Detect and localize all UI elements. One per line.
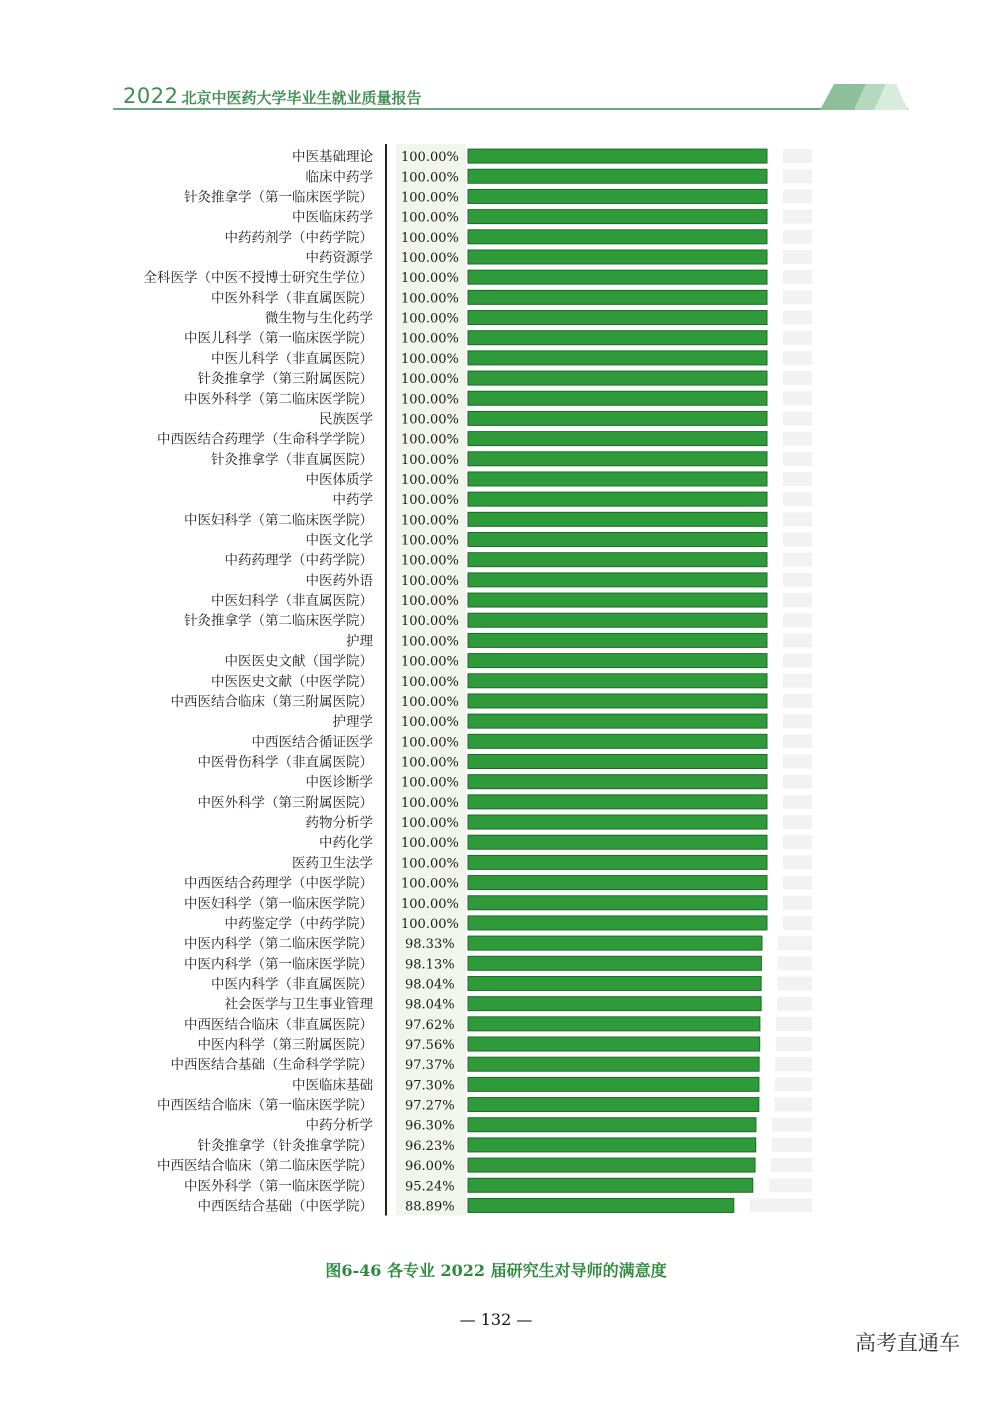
value-label: 98.33% <box>405 937 455 953</box>
bar-remainder-track <box>776 1037 812 1051</box>
bar-remainder-track <box>783 855 812 869</box>
bar <box>468 795 767 809</box>
bar <box>468 553 767 567</box>
bar-remainder-track <box>776 1017 812 1031</box>
bar <box>468 250 767 264</box>
bar <box>468 1138 756 1152</box>
bar <box>468 533 767 547</box>
category-label: 中医外科学（非直属医院） <box>211 290 373 307</box>
category-label: 中医内科学（第三附属医院） <box>197 1037 373 1054</box>
value-label: 100.00% <box>401 715 459 731</box>
bar-remainder-track <box>783 149 812 163</box>
value-label: 98.13% <box>405 957 455 973</box>
value-label: 100.00% <box>401 775 459 791</box>
category-label: 中医内科学（第一临床医学院） <box>184 956 373 973</box>
value-label: 100.00% <box>401 735 459 751</box>
value-label: 100.00% <box>401 836 459 852</box>
bar <box>468 371 767 385</box>
value-label: 100.00% <box>401 634 459 650</box>
bar-remainder-track <box>783 533 812 547</box>
bar-remainder-track <box>783 835 812 849</box>
category-label: 中医医史文献（国学院） <box>224 653 373 670</box>
bar <box>468 916 767 930</box>
value-label: 100.00% <box>401 412 459 428</box>
category-label: 中医外科学（第三附属医院） <box>197 794 373 811</box>
value-label: 97.62% <box>405 1017 455 1033</box>
bar <box>468 1098 759 1112</box>
bar <box>468 210 767 224</box>
bar <box>468 331 767 345</box>
figure-caption: 图6-46 各专业 2022 届研究生对导师的满意度 <box>325 1261 667 1280</box>
category-label: 中医妇科学（第一临床医学院） <box>184 895 373 912</box>
value-label: 100.00% <box>401 513 459 529</box>
bar-remainder-track <box>783 876 812 890</box>
bar <box>468 492 767 506</box>
value-label: 88.89% <box>405 1199 455 1215</box>
value-label: 100.00% <box>401 372 459 388</box>
bar-remainder-track <box>783 189 812 203</box>
value-label: 100.00% <box>401 351 459 367</box>
value-label: 100.00% <box>401 331 459 347</box>
category-label: 中医外科学（第一临床医学院） <box>184 1178 373 1195</box>
category-label: 民族医学 <box>319 411 373 428</box>
bar <box>468 311 767 325</box>
value-label: 100.00% <box>401 654 459 670</box>
category-label: 中西医结合临床（第三附属医院） <box>170 693 373 710</box>
category-label: 中医临床基础 <box>292 1077 373 1094</box>
value-label: 100.00% <box>401 190 459 206</box>
category-label: 中医诊断学 <box>305 774 373 791</box>
bar-remainder-track <box>783 593 812 607</box>
value-label: 100.00% <box>401 150 459 166</box>
value-label: 98.04% <box>405 977 455 993</box>
bar <box>468 775 767 789</box>
category-label: 中医医史文献（中医学院） <box>211 673 373 690</box>
category-label: 社会医学与卫生事业管理 <box>224 996 373 1013</box>
bar <box>468 270 767 284</box>
bar-remainder-track <box>783 331 812 345</box>
bar-remainder-track <box>750 1198 812 1212</box>
value-label: 100.00% <box>401 694 459 710</box>
bar <box>468 593 767 607</box>
bar-remainder-track <box>783 210 812 224</box>
value-label: 98.04% <box>405 997 455 1013</box>
value-label: 96.00% <box>405 1159 455 1175</box>
bar <box>468 512 767 526</box>
category-label: 中西医结合循证医学 <box>251 734 373 751</box>
watermark-text: 高考直通车 <box>855 1331 960 1355</box>
category-label: 全科医学（中医不授博士研究生学位） <box>143 270 373 287</box>
category-label: 中西医结合临床（非直属医院） <box>184 1016 373 1033</box>
category-label: 护理 <box>346 633 373 650</box>
category-label: 中西医结合临床（第一临床医学院） <box>157 1097 373 1114</box>
category-label: 中医文化学 <box>305 532 373 549</box>
value-label: 100.00% <box>401 392 459 408</box>
bar <box>468 1037 760 1051</box>
category-label: 中药化学 <box>319 835 373 852</box>
category-label: 中医内科学（非直属医院） <box>211 976 373 993</box>
category-label: 中西医结合临床（第二临床医学院） <box>157 1158 373 1175</box>
bar-remainder-track <box>783 391 812 405</box>
value-label: 97.27% <box>405 1098 455 1114</box>
bar-remainder-track <box>775 1057 812 1071</box>
category-label: 针灸推拿学（第一临床医学院） <box>184 189 373 206</box>
value-label: 100.00% <box>401 816 459 832</box>
category-label: 针灸推拿学（第三附属医院） <box>197 371 373 388</box>
bar <box>468 1178 753 1192</box>
bar-remainder-track <box>783 754 812 768</box>
bar <box>468 391 767 405</box>
value-label: 100.00% <box>401 876 459 892</box>
value-label: 100.00% <box>401 573 459 589</box>
bar <box>468 714 767 728</box>
bar-remainder-track <box>783 573 812 587</box>
bar <box>468 633 767 647</box>
bar-remainder-track <box>783 411 812 425</box>
category-label: 针灸推拿学（非直属医院） <box>211 451 373 468</box>
bar <box>468 1198 734 1212</box>
category-label: 针灸推拿学（针灸推拿学院） <box>197 1137 373 1154</box>
bar-remainder-track <box>783 553 812 567</box>
category-label: 中西医结合基础（中医学院） <box>197 1198 373 1215</box>
value-label: 100.00% <box>401 553 459 569</box>
bar <box>468 734 767 748</box>
value-label: 100.00% <box>401 170 459 186</box>
category-label: 医药卫生法学 <box>292 855 373 872</box>
category-label: 护理学 <box>332 714 373 731</box>
value-label: 100.00% <box>401 795 459 811</box>
report-title: 北京中医药大学毕业生就业质量报告 <box>181 89 422 107</box>
category-label: 中西医结合药理学（中医学院） <box>184 875 373 892</box>
bar-remainder-track <box>783 734 812 748</box>
bar <box>468 411 767 425</box>
bar-remainder-track <box>783 916 812 930</box>
bar <box>468 472 767 486</box>
category-label: 中医儿科学（第一临床医学院） <box>184 330 373 347</box>
value-label: 100.00% <box>401 432 459 448</box>
bar-remainder-track <box>783 613 812 627</box>
bar <box>468 815 767 829</box>
bar <box>468 896 767 910</box>
bar-remainder-track <box>783 270 812 284</box>
category-label: 中药分析学 <box>305 1117 373 1134</box>
category-label: 临床中药学 <box>305 169 373 186</box>
category-label: 中西医结合药理学（生命科学学院） <box>157 431 373 448</box>
bar-remainder-track <box>783 815 812 829</box>
bar <box>468 1158 755 1172</box>
bar-remainder-track <box>777 997 812 1011</box>
bar <box>468 230 767 244</box>
value-label: 100.00% <box>401 250 459 266</box>
value-label: 100.00% <box>401 311 459 327</box>
bar <box>468 432 767 446</box>
category-label: 中医妇科学（第二临床医学院） <box>184 512 373 529</box>
value-label: 100.00% <box>401 493 459 509</box>
value-label: 100.00% <box>401 210 459 226</box>
value-label: 100.00% <box>401 291 459 307</box>
bar-remainder-track <box>783 694 812 708</box>
value-label: 100.00% <box>401 230 459 246</box>
value-label: 97.56% <box>405 1038 455 1054</box>
bar <box>468 189 767 203</box>
value-label: 100.00% <box>401 755 459 771</box>
category-label: 中医基础理论 <box>292 149 373 166</box>
category-label: 微生物与生化药学 <box>265 310 373 327</box>
category-label: 中医药外语 <box>305 572 373 589</box>
bar <box>468 876 767 890</box>
bar-remainder-track <box>777 956 812 970</box>
value-label: 100.00% <box>401 896 459 912</box>
value-label: 100.00% <box>401 856 459 872</box>
page-number: — 132 — <box>459 1310 533 1329</box>
bar <box>468 1017 760 1031</box>
bar-remainder-track <box>783 633 812 647</box>
bar-remainder-track <box>778 936 812 950</box>
category-label: 药物分析学 <box>305 815 373 832</box>
value-label: 100.00% <box>401 271 459 287</box>
bar-remainder-track <box>783 351 812 365</box>
bar-remainder-track <box>783 452 812 466</box>
bar-remainder-track <box>783 472 812 486</box>
bar-remainder-track <box>783 432 812 446</box>
category-label: 中医骨伤科学（非直属医院） <box>197 754 373 771</box>
value-label: 100.00% <box>401 452 459 468</box>
category-label: 中药资源学 <box>305 249 373 266</box>
category-label: 中医儿科学（非直属医院） <box>211 350 373 367</box>
category-label: 针灸推拿学（第二临床医学院） <box>184 613 373 630</box>
bar <box>468 290 767 304</box>
bar <box>468 754 767 768</box>
value-label: 97.37% <box>405 1058 455 1074</box>
value-label: 100.00% <box>401 916 459 932</box>
bar <box>468 936 762 950</box>
bar <box>468 351 767 365</box>
bar-remainder-track <box>783 775 812 789</box>
bar <box>468 956 761 970</box>
value-label: 100.00% <box>401 594 459 610</box>
bar <box>468 1057 759 1071</box>
category-label: 中西医结合基础（生命科学学院） <box>170 1057 373 1074</box>
bar-remainder-track <box>772 1138 812 1152</box>
category-label: 中药学 <box>332 492 373 509</box>
bar-remainder-track <box>783 654 812 668</box>
bar <box>468 694 767 708</box>
bar-remainder-track <box>775 1077 812 1091</box>
value-label: 95.24% <box>405 1179 455 1195</box>
bar-remainder-track <box>769 1178 812 1192</box>
bar-remainder-track <box>783 896 812 910</box>
category-label: 中医内科学（第二临床医学院） <box>184 936 373 953</box>
report-year: 2022 <box>123 84 179 108</box>
value-label: 100.00% <box>401 674 459 690</box>
bar-remainder-track <box>783 512 812 526</box>
bar-remainder-track <box>783 250 812 264</box>
bar-remainder-track <box>783 290 812 304</box>
bar <box>468 169 767 183</box>
value-label: 100.00% <box>401 614 459 630</box>
category-label: 中药药理学（中药学院） <box>224 552 373 569</box>
bar <box>468 1077 759 1091</box>
bar-remainder-track <box>783 230 812 244</box>
bar-remainder-track <box>783 169 812 183</box>
bar <box>468 149 767 163</box>
category-label: 中医体质学 <box>305 471 373 488</box>
category-label: 中医妇科学（非直属医院） <box>211 593 373 610</box>
bar <box>468 997 761 1011</box>
value-label: 96.30% <box>405 1118 455 1134</box>
bar-remainder-track <box>771 1158 812 1172</box>
bar <box>468 573 767 587</box>
bar-remainder-track <box>777 976 812 990</box>
bar-remainder-track <box>772 1118 812 1132</box>
value-label: 100.00% <box>401 533 459 549</box>
bar <box>468 1118 756 1132</box>
bar-remainder-track <box>775 1098 812 1112</box>
bar <box>468 452 767 466</box>
bar <box>468 613 767 627</box>
value-label: 96.23% <box>405 1138 455 1154</box>
bar <box>468 835 767 849</box>
bar <box>468 855 767 869</box>
bar <box>468 976 761 990</box>
bar-remainder-track <box>783 674 812 688</box>
value-label: 97.30% <box>405 1078 455 1094</box>
category-label: 中医外科学（第二临床医学院） <box>184 391 373 408</box>
value-label: 100.00% <box>401 472 459 488</box>
category-label: 中药药剂学（中药学院） <box>224 229 373 246</box>
category-label: 中医临床药学 <box>292 209 373 226</box>
bar <box>468 674 767 688</box>
bar-remainder-track <box>783 311 812 325</box>
category-label: 中药鉴定学（中药学院） <box>224 915 373 932</box>
bar-remainder-track <box>783 492 812 506</box>
bar-remainder-track <box>783 795 812 809</box>
bar-remainder-track <box>783 714 812 728</box>
bar <box>468 654 767 668</box>
bar-remainder-track <box>783 371 812 385</box>
